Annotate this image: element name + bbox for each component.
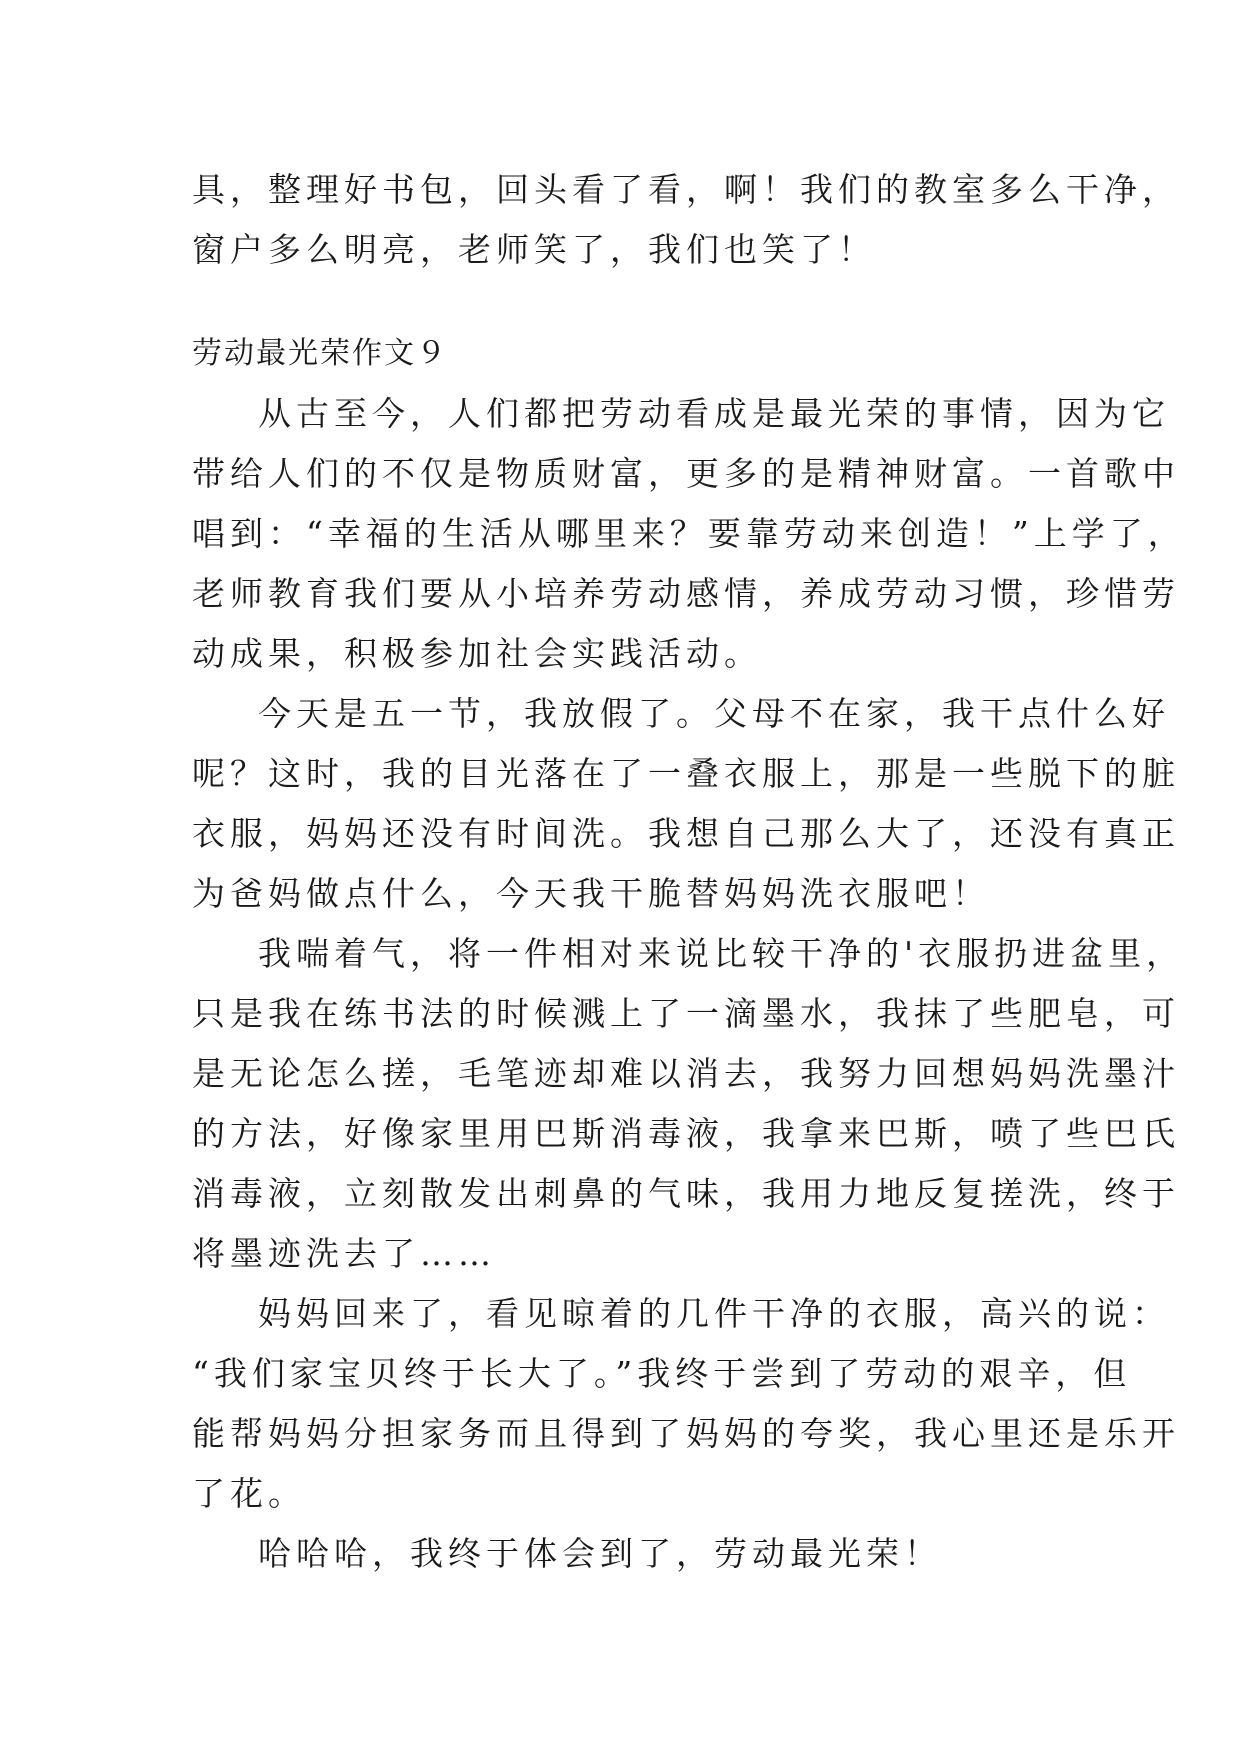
document-page	[192, 160, 1186, 1584]
paragraph-2	[192, 684, 1180, 924]
text-line: 老师教育我们要从小培养劳动感情，养成劳动习惯，珍惜劳	[192, 574, 1180, 613]
text-line: “我们家宝贝终于长大了。”我终于尝到了劳动的艰辛，但	[192, 1354, 1132, 1393]
text-line: 哈哈哈，我终于体会到了，劳动最光荣！	[258, 1534, 942, 1573]
text-line: 唱到：“幸福的生活从哪里来？要靠劳动来创造！”上学了，	[192, 514, 1186, 553]
text-line: 具，整理好书包，回头看了看，啊！我们的教室多么干净，	[192, 170, 1180, 209]
text-line: 从古至今，人们都把劳动看成是最光荣的事情，因为它	[258, 394, 1170, 433]
intro-paragraph	[192, 160, 1180, 280]
paragraph-5	[192, 1524, 1072, 1584]
text-line: 带给人们的不仅是物质财富，更多的是精神财富。一首歌中	[192, 454, 1180, 493]
text-line: 今天是五一节，我放假了。父母不在家，我干点什么好	[258, 694, 1170, 733]
paragraph-1	[192, 384, 1186, 684]
text-line: 衣服，妈妈还没有时间洗。我想自己那么大了，还没有真正	[192, 814, 1180, 853]
text-line: 动成果，积极参加社会实践活动。	[192, 634, 762, 673]
section-title: 劳动最光荣作文９	[192, 336, 448, 371]
text-line: 为爸妈做点什么，今天我干脆替妈妈洗衣服吧！	[192, 874, 990, 913]
text-line: 妈妈回来了，看见晾着的几件干净的衣服，高兴的说：	[258, 1294, 1170, 1333]
text-line: 只是我在练书法的时候溅上了一滴墨水，我抹了些肥皂，可	[192, 994, 1180, 1033]
paragraph-3	[192, 924, 1185, 1284]
text-line: 我喘着气，将一件相对来说比较干净的'衣服扔进盆里，	[258, 934, 1185, 973]
text-line: 呢？这时，我的目光落在了一叠衣服上，那是一些脱下的脏	[192, 754, 1180, 793]
text-line: 能帮妈妈分担家务而且得到了妈妈的夸奖，我心里还是乐开	[192, 1414, 1180, 1453]
text-line: 了花。	[192, 1474, 306, 1513]
text-line: 消毒液，立刻散发出刺鼻的气味，我用力地反复搓洗，终于	[192, 1174, 1180, 1213]
text-line: 窗户多么明亮，老师笑了，我们也笑了！	[192, 230, 876, 269]
text-line: 的方法，好像家里用巴斯消毒液，我拿来巴斯，喷了些巴氏	[192, 1114, 1180, 1153]
paragraph-4	[192, 1284, 1180, 1524]
text-line: 将墨迹洗去了……	[192, 1234, 496, 1273]
text-line: 是无论怎么搓，毛笔迹却难以消去，我努力回想妈妈洗墨汁	[192, 1054, 1180, 1093]
